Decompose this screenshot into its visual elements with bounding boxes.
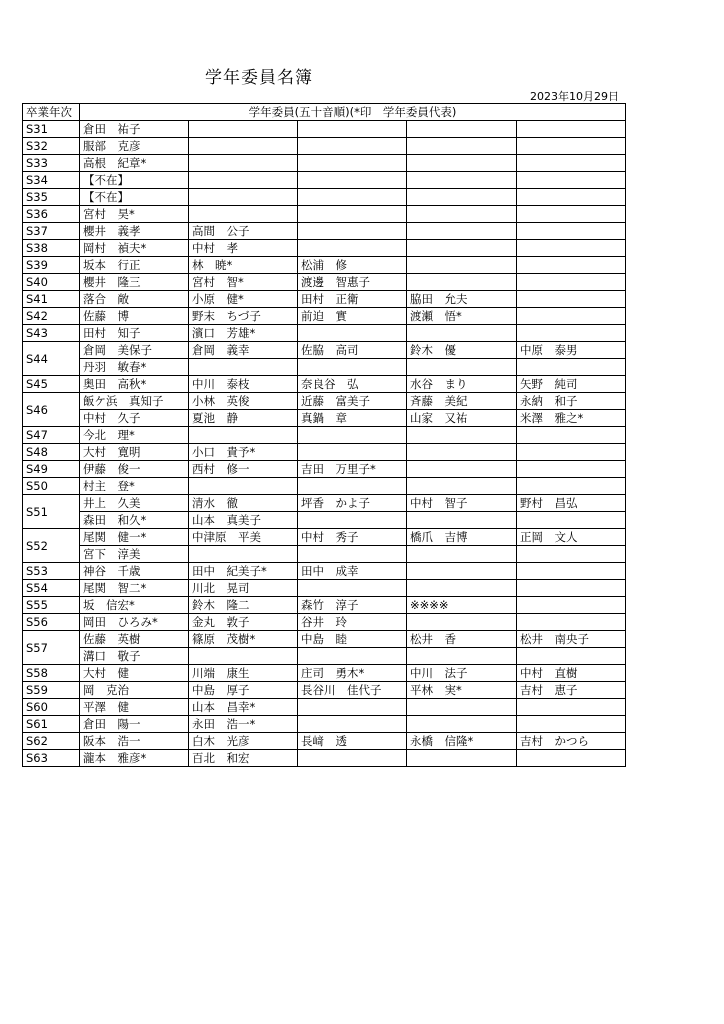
table-row [23,393,626,410]
member-name-cell [407,427,517,444]
graduation-year-cell: S51 [23,495,80,529]
graduation-year-cell: S58 [23,665,80,682]
member-name-cell: 田村 知子 [80,325,189,342]
graduation-year-cell: S61 [23,716,80,733]
member-name-cell: 小口 貴予* [189,444,298,461]
table-row [23,461,626,478]
graduation-year-cell: S55 [23,597,80,614]
member-name-cell: 宮村 智* [189,274,298,291]
member-name-cell [517,257,626,274]
member-name-cell: 鈴木 優 [407,342,517,359]
member-name-cell: 大村 寛明 [80,444,189,461]
member-name-cell [517,308,626,325]
member-name-cell [407,461,517,478]
member-name-cell: 吉村 かつら [517,733,626,750]
member-name-cell: 吉村 恵子 [517,682,626,699]
member-name-cell: 田村 正衛 [298,291,407,308]
graduation-year-cell: S31 [23,121,80,138]
table-row [23,155,626,172]
member-name-cell [407,138,517,155]
member-name-cell: 野末 ちづ子 [189,308,298,325]
graduation-year-cell: S56 [23,614,80,631]
member-name-cell [517,699,626,716]
table-row [23,325,626,342]
member-name-cell: 谷井 玲 [298,614,407,631]
member-name-cell: 松浦 修 [298,257,407,274]
member-name-cell [298,172,407,189]
member-name-cell: 中原 泰男 [517,342,626,359]
graduation-year-cell: S47 [23,427,80,444]
table-row [23,138,626,155]
member-name-cell [517,223,626,240]
member-name-cell: 田中 紀美子* [189,563,298,580]
member-name-cell: 夏池 静 [189,410,298,427]
member-name-cell: 正岡 文人 [517,529,626,546]
member-name-cell: 佐藤 英樹 [80,631,189,648]
member-name-cell [298,546,407,563]
member-name-cell: 中島 厚子 [189,682,298,699]
member-name-cell [407,325,517,342]
member-name-cell: 平澤 健 [80,699,189,716]
member-name-cell [407,512,517,529]
member-name-cell [298,580,407,597]
table-row [23,750,626,767]
page-title: 学年委員名簿 [205,68,313,88]
member-name-cell [298,359,407,376]
table-row [23,240,626,257]
member-name-cell: 中村 久子 [80,410,189,427]
table-row [23,223,626,240]
member-name-cell [407,121,517,138]
member-name-cell: 林 暁* [189,257,298,274]
member-name-cell: 山家 又祐 [407,410,517,427]
member-name-cell: 今北 理* [80,427,189,444]
member-name-cell: 阪本 浩一 [80,733,189,750]
table-row [23,206,626,223]
member-name-cell: 田中 成幸 [298,563,407,580]
member-name-cell: 中村 孝 [189,240,298,257]
graduation-year-cell: S52 [23,529,80,563]
member-name-cell: 庄司 勇木* [298,665,407,682]
member-name-cell [298,121,407,138]
member-name-cell: 尾関 智二* [80,580,189,597]
member-name-cell [298,512,407,529]
member-name-cell [517,138,626,155]
member-name-cell: 真鍋 章 [298,410,407,427]
member-name-cell: 篠原 茂樹* [189,631,298,648]
member-name-cell [517,427,626,444]
member-name-cell: 松井 香 [407,631,517,648]
member-name-cell [189,546,298,563]
member-name-cell: 落合 敞 [80,291,189,308]
member-name-cell [517,597,626,614]
member-name-cell: 清水 徹 [189,495,298,512]
member-name-cell: 松井 南央子 [517,631,626,648]
table-row [23,189,626,206]
member-name-cell: ※※※※ [407,597,517,614]
member-name-cell [407,172,517,189]
member-name-cell: 濱口 芳雄* [189,325,298,342]
member-name-cell [517,359,626,376]
member-name-cell [517,172,626,189]
member-name-cell: 米澤 雅之* [517,410,626,427]
member-name-cell: 岡田 ひろみ* [80,614,189,631]
graduation-year-cell: S62 [23,733,80,750]
member-name-cell: 尾関 健一* [80,529,189,546]
member-name-cell [189,427,298,444]
member-name-cell: 山本 昌幸* [189,699,298,716]
member-name-cell: 中川 泰枝 [189,376,298,393]
table-row [23,716,626,733]
member-name-cell [517,240,626,257]
table-row [23,444,626,461]
member-name-cell [517,189,626,206]
member-name-cell: 服部 克彦 [80,138,189,155]
member-name-cell [407,716,517,733]
member-name-cell [298,427,407,444]
member-name-cell [517,716,626,733]
member-name-cell [298,325,407,342]
member-name-cell: 【不在】 [80,172,189,189]
member-name-cell [407,155,517,172]
member-name-cell [517,512,626,529]
member-name-cell: 高間 公子 [189,223,298,240]
table-row [23,665,626,682]
graduation-year-cell: S59 [23,682,80,699]
table-row [23,257,626,274]
member-name-cell: 大村 健 [80,665,189,682]
member-name-cell: 矢野 純司 [517,376,626,393]
member-name-cell: 中島 睦 [298,631,407,648]
member-name-cell [298,138,407,155]
table-row [23,648,626,665]
member-name-cell [407,444,517,461]
member-name-cell: 川北 晃司 [189,580,298,597]
member-name-cell [298,189,407,206]
table-row [23,342,626,359]
member-name-cell [298,240,407,257]
graduation-year-cell: S48 [23,444,80,461]
member-name-cell: 近藤 富美子 [298,393,407,410]
member-name-cell [407,478,517,495]
graduation-year-cell: S63 [23,750,80,767]
member-name-cell [517,155,626,172]
table-row [23,478,626,495]
member-name-cell: 永納 和子 [517,393,626,410]
member-name-cell [517,444,626,461]
member-name-cell [189,206,298,223]
graduation-year-cell: S43 [23,325,80,342]
member-name-cell [189,172,298,189]
member-name-cell: 橋爪 吉博 [407,529,517,546]
member-name-cell: 野村 昌弘 [517,495,626,512]
document-date: 2023年10月29日 [530,90,619,103]
committee-roster-table [22,103,626,767]
member-name-cell: 伊藤 俊一 [80,461,189,478]
member-name-cell: 吉田 万里子* [298,461,407,478]
graduation-year-cell: S41 [23,291,80,308]
member-name-cell: 前迫 實 [298,308,407,325]
member-name-cell [517,461,626,478]
member-name-cell: 永田 浩一* [189,716,298,733]
member-name-cell: 坂 信宏* [80,597,189,614]
table-row [23,631,626,648]
header-graduation-year: 卒業年次 [23,104,80,121]
member-name-cell [407,359,517,376]
graduation-year-cell: S42 [23,308,80,325]
table-row [23,359,626,376]
member-name-cell: 永橋 信隆* [407,733,517,750]
table-row [23,308,626,325]
member-name-cell [517,648,626,665]
table-row [23,172,626,189]
member-name-cell: 西村 修一 [189,461,298,478]
table-row [23,580,626,597]
member-name-cell [517,546,626,563]
member-name-cell [298,155,407,172]
member-name-cell: 飯ケ浜 真知子 [80,393,189,410]
member-name-cell [407,240,517,257]
graduation-year-cell: S46 [23,393,80,427]
member-name-cell: 佐脇 高司 [298,342,407,359]
member-name-cell: 長﨑 透 [298,733,407,750]
member-name-cell [407,206,517,223]
member-name-cell: 中川 法子 [407,665,517,682]
member-name-cell [189,155,298,172]
member-name-cell: 渡瀬 悟* [407,308,517,325]
member-name-cell [189,138,298,155]
table-row [23,597,626,614]
member-name-cell: 村主 登* [80,478,189,495]
roster-body [23,121,626,767]
member-name-cell: 金丸 敦子 [189,614,298,631]
member-name-cell: 佐藤 博 [80,308,189,325]
member-name-cell [407,223,517,240]
table-row [23,291,626,308]
graduation-year-cell: S38 [23,240,80,257]
member-name-cell [298,478,407,495]
member-name-cell [298,206,407,223]
member-name-cell [407,546,517,563]
graduation-year-cell: S50 [23,478,80,495]
member-name-cell: 斉藤 美紀 [407,393,517,410]
member-name-cell: 森竹 淳子 [298,597,407,614]
graduation-year-cell: S36 [23,206,80,223]
member-name-cell [407,614,517,631]
table-row [23,512,626,529]
graduation-year-cell: S60 [23,699,80,716]
member-name-cell [407,580,517,597]
member-name-cell [517,750,626,767]
member-name-cell: 鈴木 隆二 [189,597,298,614]
member-name-cell: 小林 英俊 [189,393,298,410]
member-name-cell: 坂本 行正 [80,257,189,274]
member-name-cell [407,257,517,274]
member-name-cell: 山本 真美子 [189,512,298,529]
table-row [23,376,626,393]
graduation-year-cell: S45 [23,376,80,393]
graduation-year-cell: S53 [23,563,80,580]
table-row [23,699,626,716]
member-name-cell: 倉田 祐子 [80,121,189,138]
header-members: 学年委員(五十音順)(*印 学年委員代表) [80,104,626,121]
member-name-cell [407,189,517,206]
member-name-cell: 中津原 平美 [189,529,298,546]
table-row [23,529,626,546]
member-name-cell [407,648,517,665]
member-name-cell [298,223,407,240]
graduation-year-cell: S37 [23,223,80,240]
member-name-cell: 奥田 高秋* [80,376,189,393]
member-name-cell [189,359,298,376]
member-name-cell: 百北 和宏 [189,750,298,767]
member-name-cell: 岡 克治 [80,682,189,699]
member-name-cell [517,478,626,495]
member-name-cell [407,750,517,767]
member-name-cell [517,274,626,291]
member-name-cell: 渡邊 智惠子 [298,274,407,291]
table-row [23,427,626,444]
member-name-cell: 中村 秀子 [298,529,407,546]
member-name-cell: 【不在】 [80,189,189,206]
member-name-cell [407,563,517,580]
member-name-cell [298,648,407,665]
member-name-cell: 中村 智子 [407,495,517,512]
graduation-year-cell: S40 [23,274,80,291]
member-name-cell: 森田 和久* [80,512,189,529]
member-name-cell [517,291,626,308]
member-name-cell [517,614,626,631]
table-row [23,546,626,563]
member-name-cell [298,699,407,716]
member-name-cell [298,716,407,733]
member-name-cell [298,444,407,461]
member-name-cell: 中村 直樹 [517,665,626,682]
member-name-cell [189,121,298,138]
table-row [23,274,626,291]
member-name-cell: 丹羽 敏春* [80,359,189,376]
member-name-cell: 小原 健* [189,291,298,308]
member-name-cell: 坪香 かよ子 [298,495,407,512]
member-name-cell [189,478,298,495]
member-name-cell [407,274,517,291]
member-name-cell: 奈良谷 弘 [298,376,407,393]
table-row [23,121,626,138]
table-row [23,495,626,512]
member-name-cell: 脇田 允夫 [407,291,517,308]
member-name-cell [298,750,407,767]
member-name-cell [517,580,626,597]
member-name-cell: 水谷 まり [407,376,517,393]
table-row [23,733,626,750]
member-name-cell: 櫻井 義孝 [80,223,189,240]
graduation-year-cell: S57 [23,631,80,665]
member-name-cell: 井上 久美 [80,495,189,512]
member-name-cell [189,648,298,665]
graduation-year-cell: S54 [23,580,80,597]
graduation-year-cell: S34 [23,172,80,189]
member-name-cell: 溝口 敬子 [80,648,189,665]
table-row [23,614,626,631]
graduation-year-cell: S49 [23,461,80,478]
member-name-cell: 高根 紀章* [80,155,189,172]
member-name-cell: 岡村 禎夫* [80,240,189,257]
member-name-cell: 宮下 淳美 [80,546,189,563]
table-row [23,563,626,580]
graduation-year-cell: S33 [23,155,80,172]
member-name-cell: 倉岡 美保子 [80,342,189,359]
graduation-year-cell: S32 [23,138,80,155]
member-name-cell [189,189,298,206]
member-name-cell: 白木 光彦 [189,733,298,750]
member-name-cell [517,206,626,223]
table-row [23,682,626,699]
member-name-cell: 長谷川 佳代子 [298,682,407,699]
member-name-cell: 櫻井 隆三 [80,274,189,291]
member-name-cell: 平林 実* [407,682,517,699]
member-name-cell: 川端 康生 [189,665,298,682]
member-name-cell: 宮村 昊* [80,206,189,223]
member-name-cell [517,121,626,138]
graduation-year-cell: S44 [23,342,80,376]
member-name-cell [517,563,626,580]
graduation-year-cell: S35 [23,189,80,206]
member-name-cell: 倉岡 義幸 [189,342,298,359]
table-row [23,410,626,427]
header-row [23,104,626,121]
member-name-cell [517,325,626,342]
member-name-cell [407,699,517,716]
member-name-cell: 瀧本 雅彦* [80,750,189,767]
member-name-cell: 神谷 千歳 [80,563,189,580]
member-name-cell: 倉田 陽一 [80,716,189,733]
graduation-year-cell: S39 [23,257,80,274]
